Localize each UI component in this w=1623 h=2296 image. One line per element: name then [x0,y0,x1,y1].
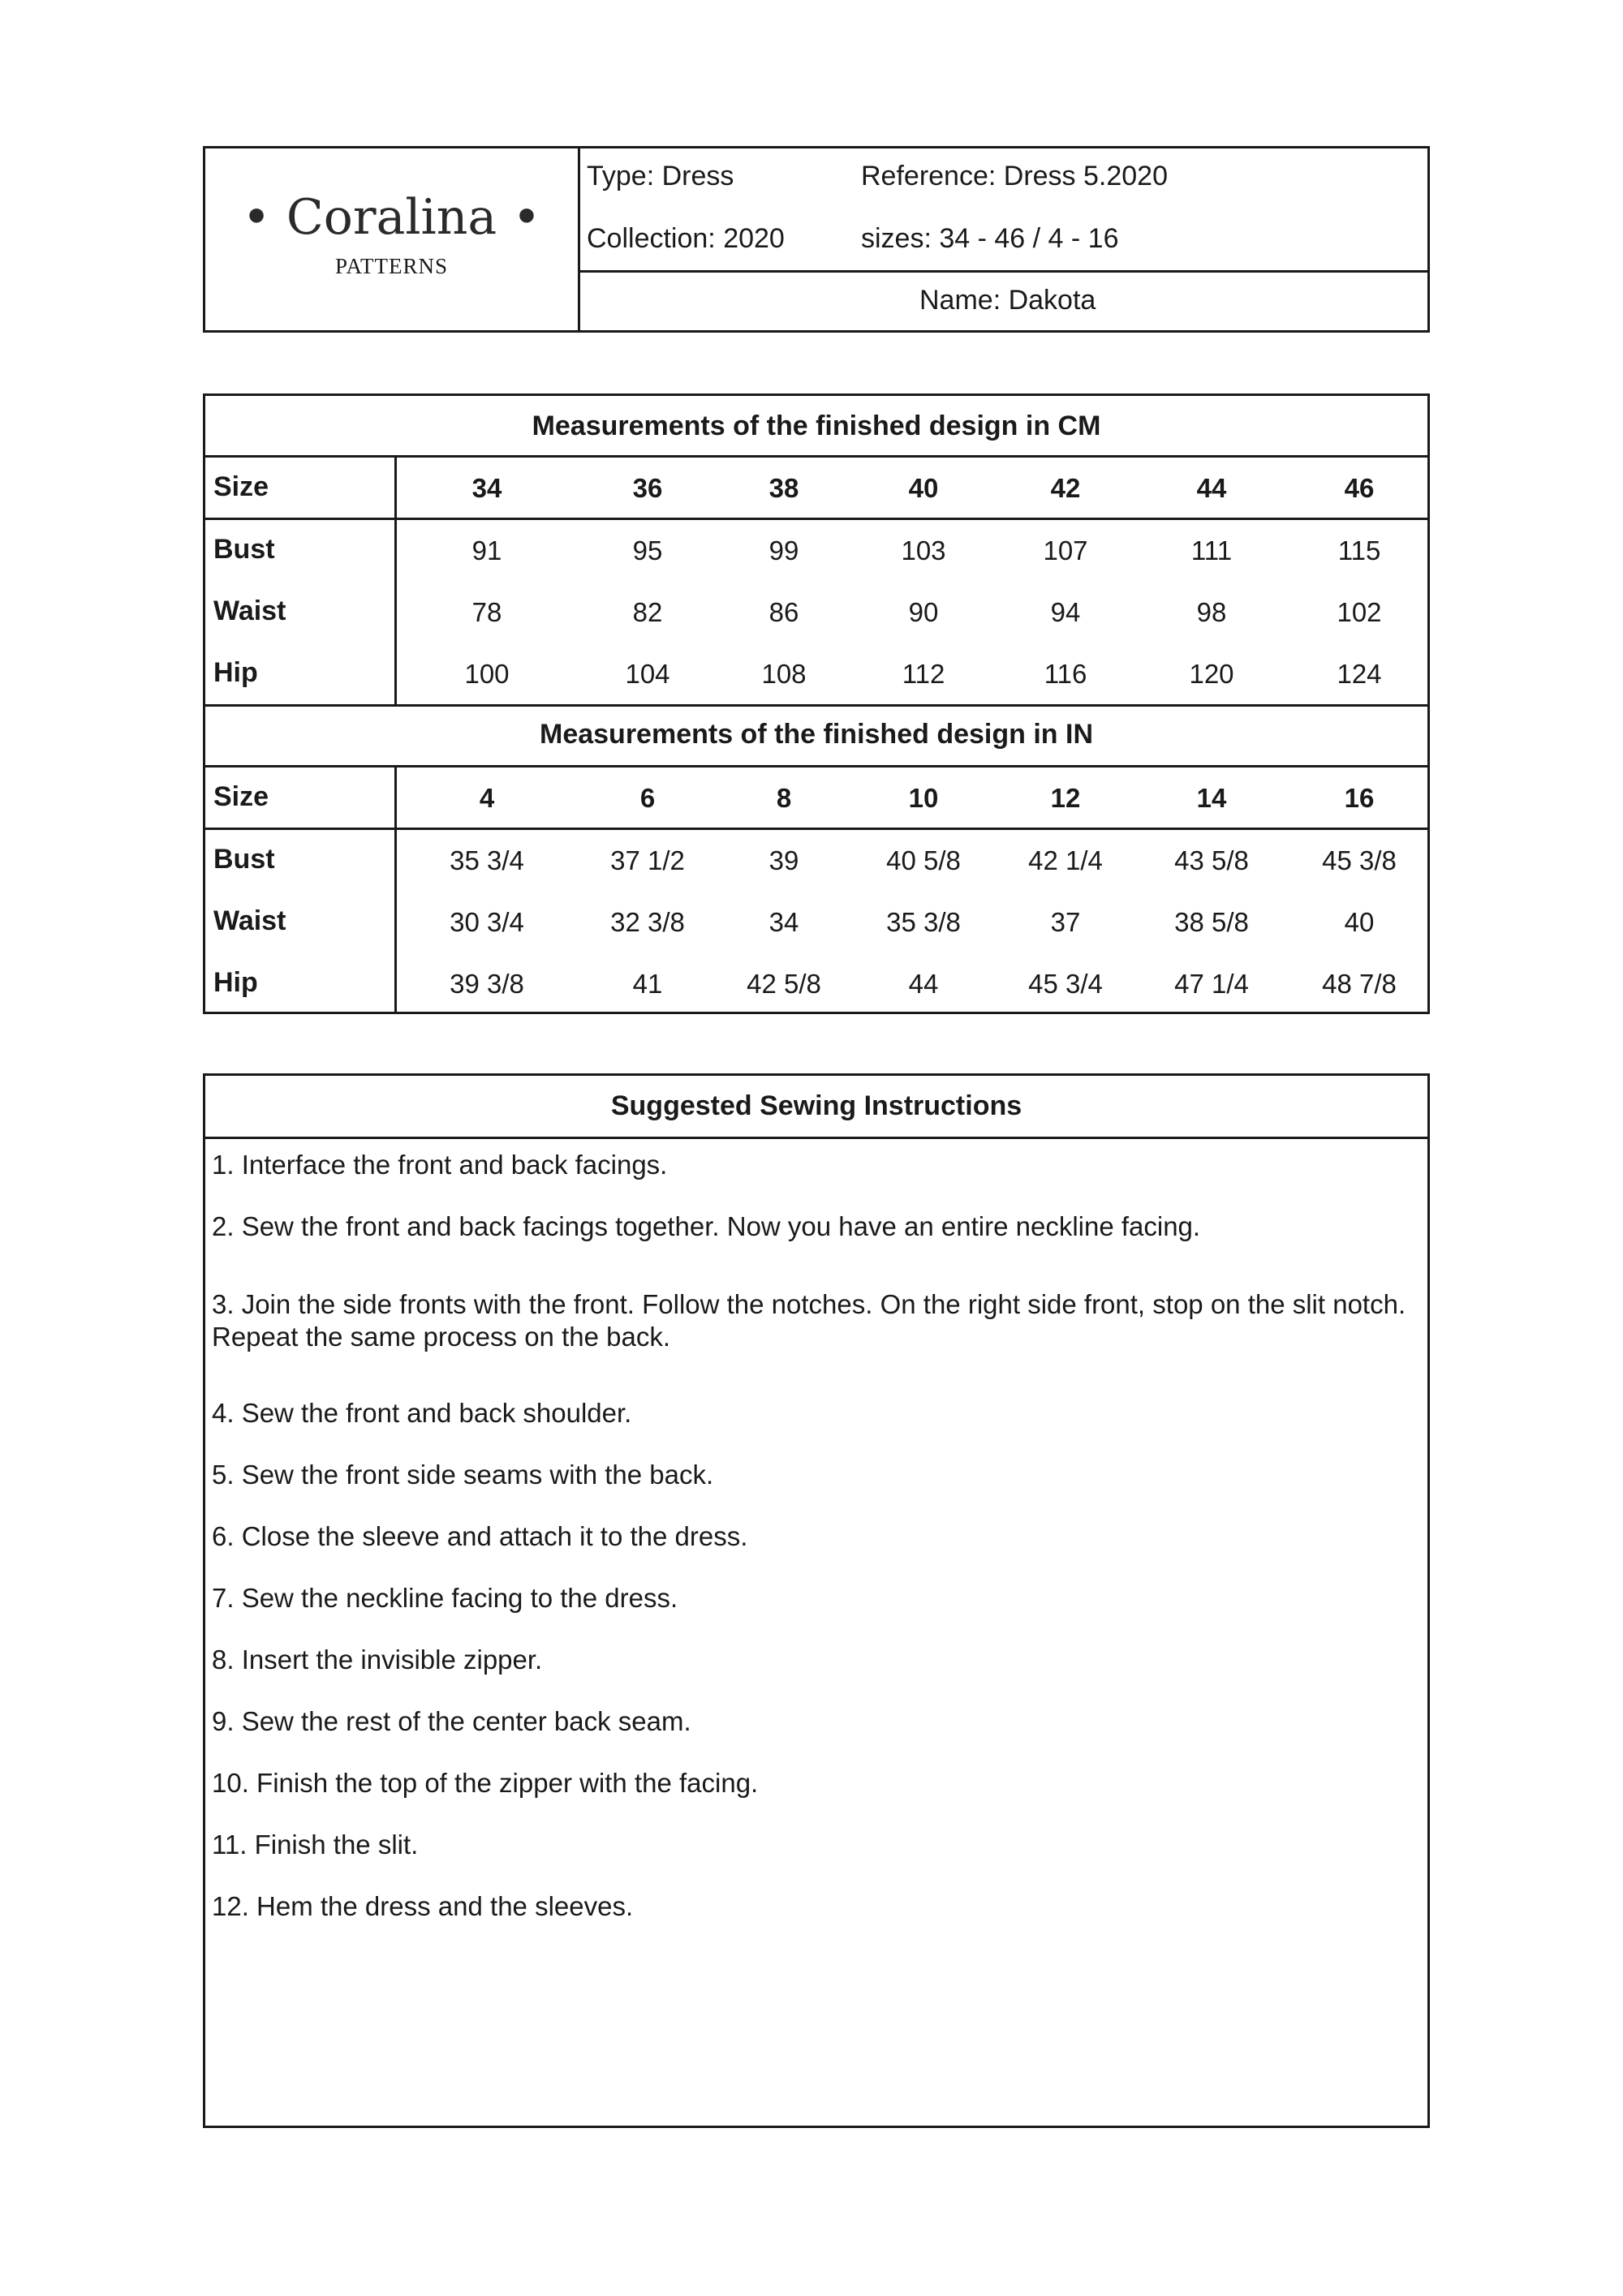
cm-hip-cell: 124 [1337,659,1382,689]
pattern-collection: Collection: 2020 [587,223,785,254]
in-table-title: Measurements of the finished design in IN [540,719,1093,750]
cm-bust-cell: 99 [768,535,799,565]
pattern-type: Type: Dress [587,161,734,191]
instruction-step: 12. Hem the dress and the sleeves. [212,1891,634,1921]
pattern-header [203,146,1430,333]
instruction-step: 11. Finish the slit. [212,1829,419,1860]
table-divider [205,704,1427,707]
in-waist-cell: 34 [768,907,799,937]
pattern-sizes: sizes: 34 - 46 / 4 - 16 [861,223,1119,254]
in-waist-cell: 35 3/8 [886,907,961,937]
in-size-cell: 6 [639,783,656,813]
cm-size-cell: 46 [1344,473,1375,503]
in-waist-cell: 40 [1344,907,1375,937]
instruction-step: 2. Sew the front and back facings together. Now you have an entire neckline facing. [212,1211,1201,1241]
cm-bust-cell: 103 [901,535,946,565]
in-waist-cell: 38 5/8 [1174,907,1249,937]
measurements-table [203,393,1430,1014]
instruction-step: 10. Finish the top of the zipper with the facing. [212,1768,759,1798]
in-size-label: Size [213,781,269,812]
sewing-instructions [203,1073,1430,2128]
in-hip-cell: 39 3/8 [450,969,524,999]
in-waist-cell: 30 3/4 [450,907,524,937]
in-bust-cell: 35 3/4 [450,845,524,875]
in-hip-cell: 42 5/8 [747,969,821,999]
cm-bust-cell: 115 [1337,535,1381,565]
in-bust-cell: 45 3/8 [1322,845,1397,875]
in-hip-cell: 44 [908,969,939,999]
in-bust-label: Bust [213,844,275,875]
cm-bust-cell: 111 [1190,535,1233,565]
in-hip-cell: 41 [632,969,663,999]
cm-size-cell: 40 [908,473,939,503]
header-divider [580,270,1427,273]
table-divider [205,455,1427,458]
pattern-reference: Reference: Dress 5.2020 [861,161,1168,191]
instruction-step: 1. Interface the front and back facings. [212,1150,668,1180]
in-hip-cell: 45 3/4 [1028,969,1103,999]
in-bust-cell: 42 1/4 [1028,845,1103,875]
cm-bust-cell: 91 [471,535,502,565]
cm-waist-cell: 82 [632,597,663,627]
cm-waist-cell: 102 [1337,597,1382,627]
brand-block [205,148,580,330]
cm-hip-cell: 112 [902,659,945,689]
table-divider [394,455,397,704]
in-bust-cell: 40 5/8 [886,845,961,875]
cm-bust-cell: 107 [1043,535,1088,565]
instruction-step: 3. Join the side fronts with the front. Follow the notches. On the right side front, stop on the slit notch. Repeat the same process on the back. [212,1289,1406,1352]
brand-subtitle: PATTERNS [334,254,449,278]
instruction-step: 8. Insert the invisible zipper. [212,1645,543,1675]
instruction-step: 7. Sew the neckline facing to the dress. [212,1583,678,1613]
in-bust-cell: 43 5/8 [1174,845,1249,875]
pattern-name: Name: Dakota [919,285,1096,316]
instructions-divider [205,1137,1427,1139]
cm-size-label: Size [213,471,269,502]
in-size-cell: 4 [479,783,495,813]
in-size-cell: 12 [1050,783,1081,813]
in-hip-cell: 47 1/4 [1174,969,1249,999]
cm-waist-cell: 94 [1050,597,1081,627]
in-size-cell: 16 [1344,783,1375,813]
in-waist-label: Waist [213,905,286,936]
cm-hip-cell: 100 [464,659,510,689]
in-size-cell: 10 [908,783,939,813]
instructions-title: Suggested Sewing Instructions [610,1090,1022,1121]
cm-size-cell: 38 [768,473,799,503]
in-bust-cell: 39 [768,845,799,875]
cm-size-cell: 42 [1050,473,1081,503]
cm-size-cell: 36 [632,473,663,503]
instruction-step: 4. Sew the front and back shoulder. [212,1398,632,1428]
table-divider [205,828,1427,830]
cm-bust-cell: 95 [632,535,663,565]
in-hip-label: Hip [213,967,258,998]
cm-hip-cell: 108 [761,659,807,689]
cm-size-cell: 34 [471,473,502,503]
table-divider [205,765,1427,767]
in-size-cell: 8 [776,783,792,813]
cm-waist-cell: 78 [471,597,502,627]
cm-size-cell: 44 [1196,473,1227,503]
cm-table-title: Measurements of the finished design in CM [532,411,1101,441]
cm-hip-label: Hip [213,657,258,688]
in-hip-cell: 48 7/8 [1322,969,1397,999]
in-size-cell: 14 [1196,783,1227,813]
cm-bust-label: Bust [213,534,275,565]
instruction-step: 6. Close the sleeve and attach it to the dress. [212,1521,748,1551]
cm-waist-cell: 86 [768,597,799,627]
brand-logo: • Coralina • [242,189,541,246]
in-waist-cell: 37 [1050,907,1081,937]
in-waist-cell: 32 3/8 [610,907,685,937]
cm-hip-cell: 120 [1189,659,1234,689]
cm-hip-cell: 104 [625,659,670,689]
cm-waist-cell: 98 [1196,597,1227,627]
table-divider [394,765,397,1013]
instruction-step: 5. Sew the front side seams with the back. [212,1460,714,1490]
cm-waist-cell: 90 [908,597,939,627]
cm-waist-label: Waist [213,595,286,626]
table-divider [205,518,1427,520]
cm-hip-cell: 116 [1044,659,1087,689]
in-bust-cell: 37 1/2 [610,845,685,875]
instruction-step: 9. Sew the rest of the center back seam. [212,1706,691,1736]
